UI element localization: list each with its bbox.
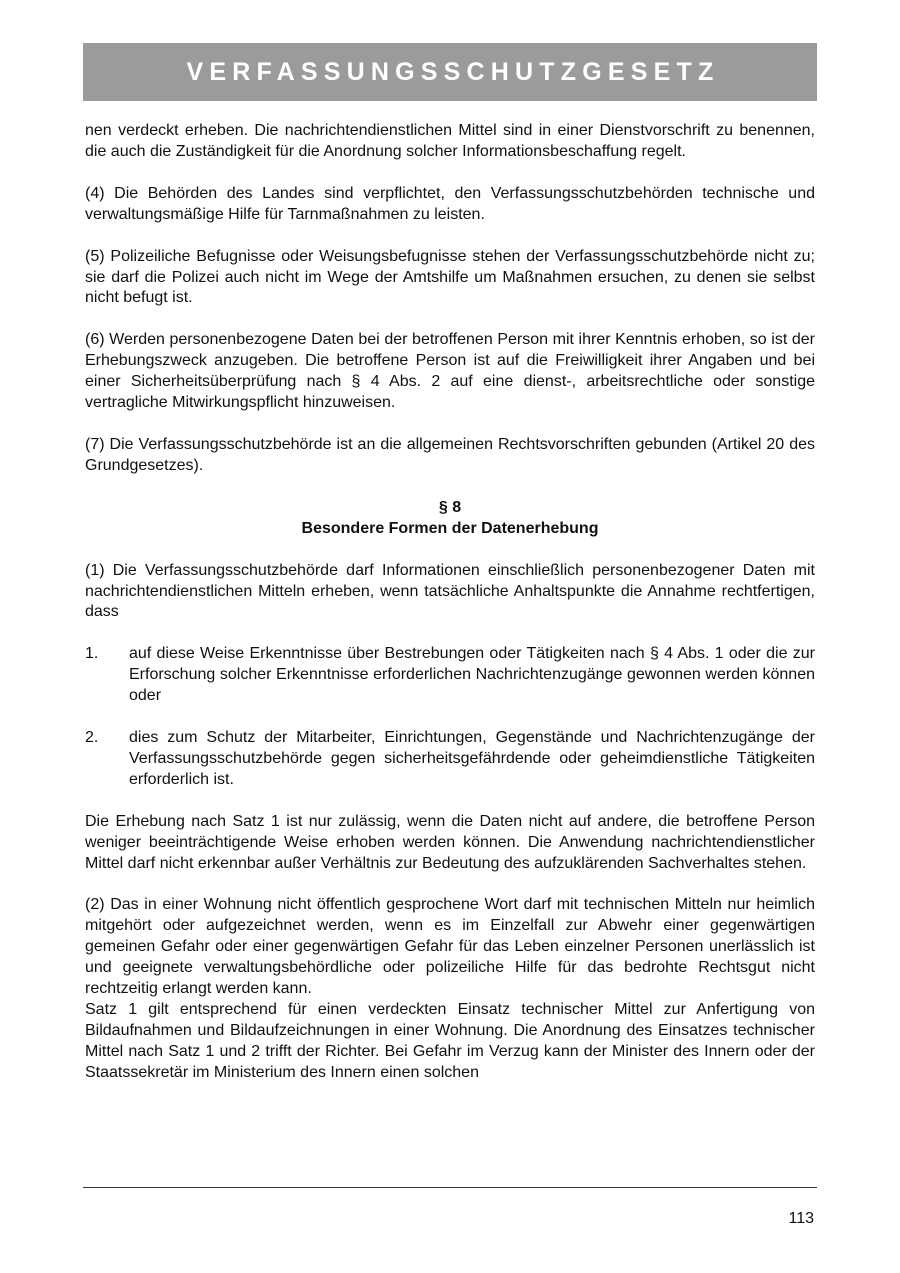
section-8-paragraph-1-continued: Die Erhebung nach Satz 1 ist nur zulässig, wenn die Daten nicht auf andere, die betroffene Person weniger beeinträchtigende Weise erhoben werden können. Die Anwendung nachrichtendienstlicher Mittel darf nicht erkennbar außer Verhältnis zur Bedeutung des aufzuklärenden Sachverhaltes stehen. xyxy=(85,812,815,872)
section-number: § 8 xyxy=(438,498,462,516)
section-8-paragraph-2-continued: Satz 1 gilt entsprechend für einen verdeckten Einsatz technischer Mittel zur Anfertigung von Bildaufnahmen und Bildaufzeichnungen in einer Wohnung. Die Anordnung des Einsatzes technischer Mittel nach Satz 1 und 2 trifft der Richter. Bei Gefahr im Verzug kann der Minister des Innern oder der Staatssekretär im Ministerium des Innern einen solchen xyxy=(85,1001,815,1081)
header-banner xyxy=(83,43,817,101)
page-content xyxy=(85,121,815,1084)
document-title: VERFASSUNGSSCHUTZGESETZ xyxy=(186,57,720,86)
paragraph-5: (5) Polizeiliche Befugnisse oder Weisungsbefugnisse stehen der Verfassungsschutzbehörde nicht zu; sie darf die Polizei auch nicht im Wege der Amtshilfe um Maßnahmen ersuchen, zu denen sie selbst nicht befugt ist. xyxy=(85,247,815,307)
section-title: Besondere Formen der Datenerhebung xyxy=(301,519,599,537)
section-8-paragraph-1: (1) Die Verfassungsschutzbehörde darf Informationen einschließlich personenbezogener Daten mit nachrichtendienstlichen Mitteln erheben, wenn tatsächliche Anhaltspunkte die Annahme rechtfertigen, dass xyxy=(85,561,815,621)
list-item-number: 1. xyxy=(85,645,99,663)
footer-divider xyxy=(83,1187,817,1188)
paragraph-6: (6) Werden personenbezogene Daten bei der betroffenen Person mit ihrer Kenntnis erhoben, so ist der Erhebungszweck anzugeben. Die betroffene Person ist auf die Freiwilligkeit ihrer Angaben und bei einer Sicherheitsüberprüfung nach § 4 Abs. 2 auf eine dienst-, arbeitsrechtliche oder sonstige vertragliche Mitwirkungspflicht hinzuweisen. xyxy=(85,331,815,412)
list-item xyxy=(85,728,815,791)
paragraph-intro: nen verdeckt erheben. Die nachrichtendienstlichen Mittel sind in einer Dienstvorschrift zu benennen, die auch die Zuständigkeit für die Anordnung solcher Informationsbeschaffung regelt. xyxy=(85,122,815,160)
list-item-text: auf diese Weise Erkenntnisse über Bestrebungen oder Tätigkeiten nach § 4 Abs. 1 oder die zur Erforschung solcher Erkenntnisse erforderlichen Nachrichtenzugänge gewonnen werden können oder xyxy=(129,645,815,705)
list-item-text: dies zum Schutz der Mitarbeiter, Einrichtungen, Gegenstände und Nachrichtenzugänge der Verfassungsschutzbehörde gegen sicherheitsgefährdende oder geheimdienstliche Tätigkeiten erforderlich ist. xyxy=(129,729,815,788)
section-heading xyxy=(85,498,815,540)
paragraph-7: (7) Die Verfassungsschutzbehörde ist an die allgemeinen Rechtsvorschriften gebunden (Artikel 20 des Grundgesetzes). xyxy=(85,435,815,474)
section-8-paragraph-2: (2) Das in einer Wohnung nicht öffentlich gesprochene Wort darf mit technischen Mitteln nur heimlich mitgehört oder aufgezeichnet werden, wenn es im Einzelfall zur Abwehr einer gegenwärtigen gemeinen Gefahr oder einer gegenwärtigen Gefahr für das Leben einzelner Personen unerlässlich ist und geeignete verwaltungsbehördliche oder polizeiliche Hilfe für das bedrohte Rechtsgut nicht rechtzeitig erlangt werden kann. xyxy=(85,896,815,998)
list-item xyxy=(85,644,815,707)
page-number: 113 xyxy=(788,1210,814,1227)
list-item-number: 2. xyxy=(85,729,99,747)
paragraph-4: (4) Die Behörden des Landes sind verpflichtet, den Verfassungsschutzbehörden technische und verwaltungsmäßige Hilfe für Tarnmaßnahmen zu leisten. xyxy=(85,184,815,223)
